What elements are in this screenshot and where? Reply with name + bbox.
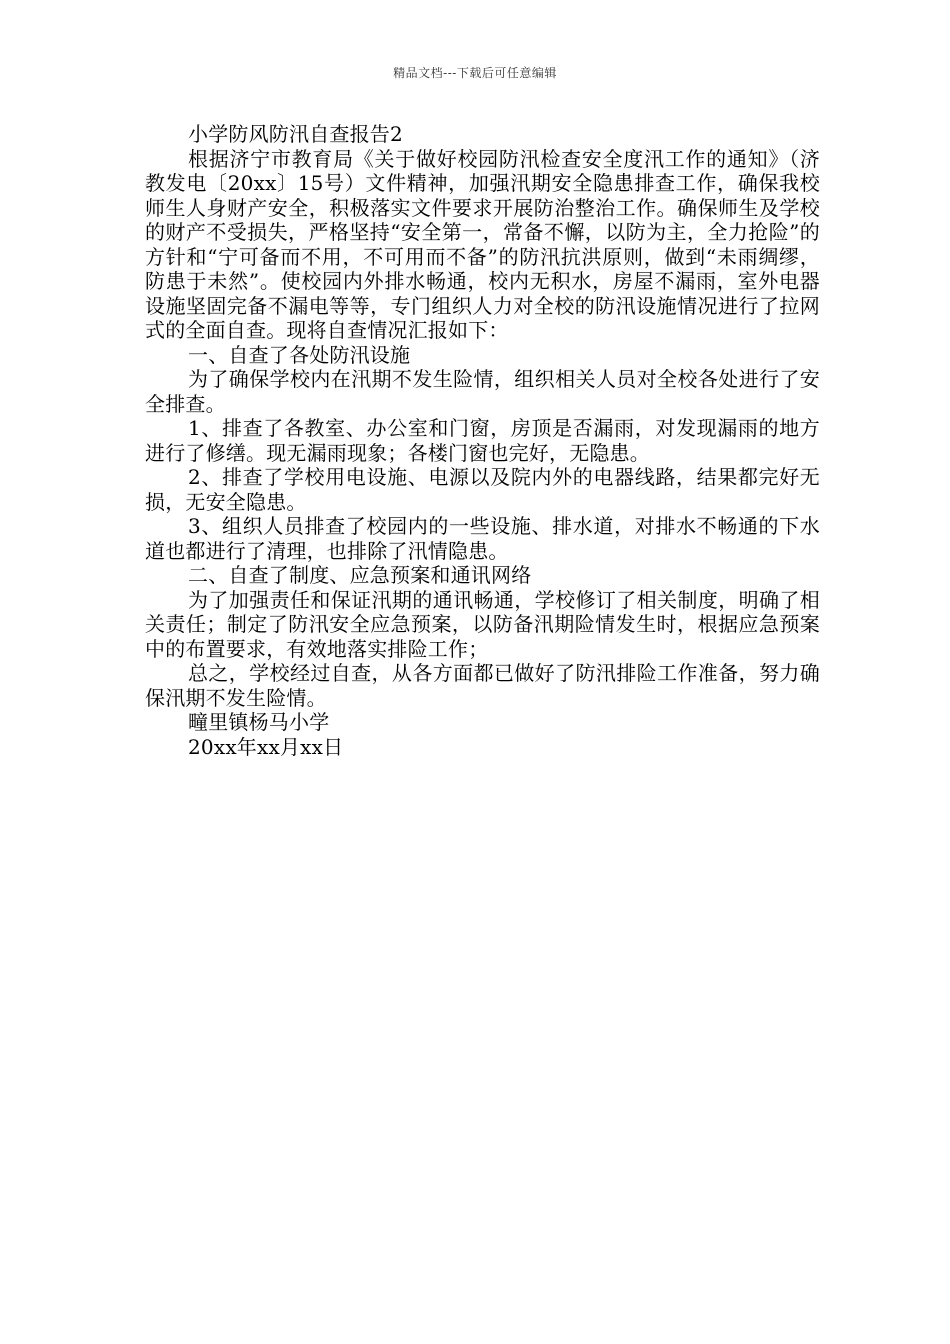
document-body — [145, 122, 820, 759]
body-paragraph: 为了加强责任和保证汛期的通讯畅通，学校修订了相关制度，明确了相关责任；制定了防汛安全应急预案，以防备汛期险情发生时，根据应急预案中的布置要求，有效地落实排险工作； — [145, 587, 820, 661]
section-heading-system: 二、自查了制度、应急预案和通讯网络 — [188, 563, 532, 587]
section-heading-facilities: 一、自查了各处防汛设施 — [188, 342, 411, 367]
list-item-1: 1、排查了各教室、办公室和门窗，房顶是否漏雨，对发现漏雨的地方进行了修缮。现无漏雨现象；各楼门窗也完好，无隐患。 — [145, 416, 820, 465]
list-item-2: 2、排查了学校用电设施、电源以及院内外的电器线路，结果都完好无损，无安全隐患。 — [145, 465, 820, 514]
intro-paragraph: 根据济宁市教育局《关于做好校园防汛检查安全度汛工作的通知》（济教发电〔20xx〕15号）文件精神，加强汛期安全隐患排查工作，确保我校师生人身财产安全，积极落实文件要求开展防治整治工作。确保师生及学校的财产不受损失，严格坚持“安全第一，常备不懈，以防为主，全力抢险”的方针和“宁可备而不用，不可用而不备”的防汛抗洪原则，做到“未雨绸缪，防患于未然”。使校园内外排水畅通，校内无积水，房屋不漏雨，室外电器设施坚固完备不漏电等等，专门组织人力对全校的防汛设施情况进行了拉网式的全面自查。现将自查情况汇报如下： — [145, 146, 820, 342]
document-title: 小学防风防汛自查报告2 — [188, 122, 403, 146]
signature-school: 疃里镇杨马小学 — [188, 710, 330, 734]
list-item-3: 3、组织人员排查了校园内的一些设施、排水道，对排水不畅通的下水道也都进行了清理，也排除了汛情隐患。 — [145, 514, 820, 563]
body-paragraph: 为了确保学校内在汛期不发生险情，组织相关人员对全校各处进行了安全排查。 — [145, 367, 820, 416]
page-header: 精品文档---下载后可任意编辑 — [393, 66, 557, 80]
signature-date: 20xx年xx月xx日 — [188, 734, 344, 759]
summary-paragraph: 总之，学校经过自查，从各方面都已做好了防汛排险工作准备，努力确保汛期不发生险情。 — [145, 661, 820, 710]
